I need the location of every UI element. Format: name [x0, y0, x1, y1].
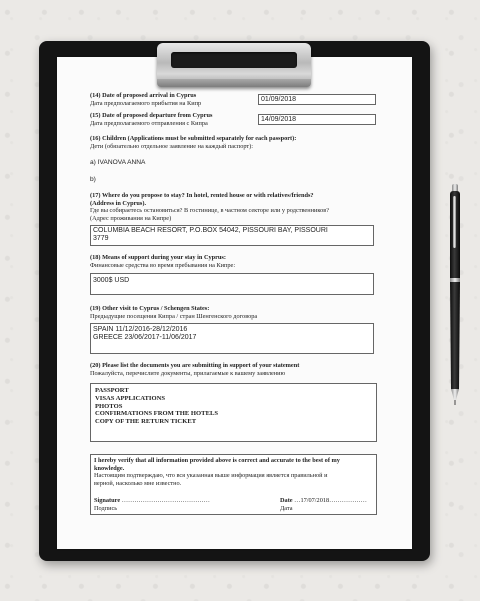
- document-item: COPY OF THE RETURN TICKET: [95, 418, 197, 426]
- address-line-2: 3779: [93, 235, 109, 243]
- document-item: VISAS APPLICATIONS: [95, 394, 166, 402]
- pen: [442, 184, 472, 406]
- visa-application-form: [57, 57, 412, 549]
- q18-label: (18) Means of support during your stay in Cyprus:: [90, 254, 226, 261]
- q18-section: [90, 254, 235, 269]
- q19-label-ru: Предыдущие посещения Кипра / стран Шенгенского договора: [90, 312, 258, 320]
- q17-label-ru: Где вы собираетесь остановиться? В гостинице, в частном секторе или у родственников?: [90, 207, 329, 215]
- declaration-box: [90, 454, 377, 515]
- q16-label: (16) Children (Applications must be submitted separately for each passport):: [90, 135, 297, 142]
- q20-label-ru: Пожалуйста, перечислите документы, прилагаемые к вашему заявлению: [90, 369, 286, 377]
- child-b[interactable]: b): [90, 176, 96, 183]
- visit-line-2: GREECE 23/06/2017-11/06/2017: [93, 334, 197, 342]
- document-item: CONFIRMATIONS FROM THE HOTELS: [95, 410, 219, 418]
- q15-section: [90, 112, 212, 127]
- departure-date-field[interactable]: 14/09/2018: [258, 114, 376, 125]
- clipboard-clip: [157, 43, 311, 87]
- q17-label-2: (Address in Cyprus).: [90, 199, 147, 207]
- q20-section: [90, 362, 299, 377]
- address-line-1: COLUMBIA BEACH RESORT, P.O.BOX 54042, PISSOURI BAY, PISSOURI: [93, 227, 328, 234]
- q15-label-ru: Дата предполагаемого отправления с Кипра: [90, 119, 208, 127]
- documents-list-field[interactable]: [90, 383, 377, 442]
- q18-label-ru: Финансовые средства во время пребывания на Кипре:: [90, 261, 236, 269]
- q17-label: (17) Where do you propose to stay? In hotel, rented house or with relatives/friends?: [90, 192, 314, 199]
- date-field[interactable]: …17/07/2018………………: [294, 497, 367, 504]
- q17-label-ru-2: (Адрес проживания на Кипре): [90, 214, 172, 222]
- declaration-text: I hereby verify that all information provided above is correct and accurate to the best of my: [94, 457, 340, 464]
- declaration-text-ru: Настоящим подтверждаю, что вся указанная выше информация является правильной и: [94, 472, 328, 480]
- previous-visits-field[interactable]: [90, 323, 374, 354]
- document-item: PASSPORT: [95, 387, 129, 394]
- declaration-text-ru-2: верной, насколько мне известно.: [94, 479, 182, 487]
- date-label: Date: [280, 497, 293, 504]
- visit-line-1: SPAIN 11/12/2016-28/12/2016: [93, 326, 188, 333]
- signature-label: Signature: [94, 497, 121, 504]
- means-of-support-field[interactable]: 3000$ USD: [90, 273, 374, 295]
- q16-section: [90, 135, 296, 150]
- arrival-date-field[interactable]: 01/09/2018: [258, 94, 376, 105]
- q14-section: [90, 92, 201, 107]
- child-a[interactable]: a) IVANOVA ANNA: [90, 159, 146, 166]
- signature-row: [94, 497, 210, 505]
- signature-label-ru: Подпись: [94, 505, 118, 512]
- document-item: PHOTOS: [95, 402, 123, 410]
- address-field[interactable]: [90, 225, 374, 246]
- q15-label: (15) Date of proposed departure from Cyprus: [90, 112, 213, 119]
- date-label-ru: Дата: [280, 505, 293, 512]
- q14-label-ru: Дата предполагаемого прибытия на Кипр: [90, 99, 202, 107]
- q17-section: [90, 192, 329, 222]
- q16-label-ru: Дети (обязательно отдельное заявление на каждый паспорт):: [90, 142, 254, 150]
- date-row: [280, 497, 367, 505]
- q20-label: (20) Please list the documents you are submitting in support of your statement: [90, 362, 300, 369]
- q19-section: [90, 305, 257, 320]
- q14-label: (14) Date of proposed arrival in Cyprus: [90, 92, 197, 99]
- declaration-text-2: knowledge.: [94, 464, 125, 472]
- q19-label: (19) Other visit to Cyprus / Schengen States:: [90, 305, 210, 312]
- signature-field[interactable]: ……………………………………: [121, 497, 210, 504]
